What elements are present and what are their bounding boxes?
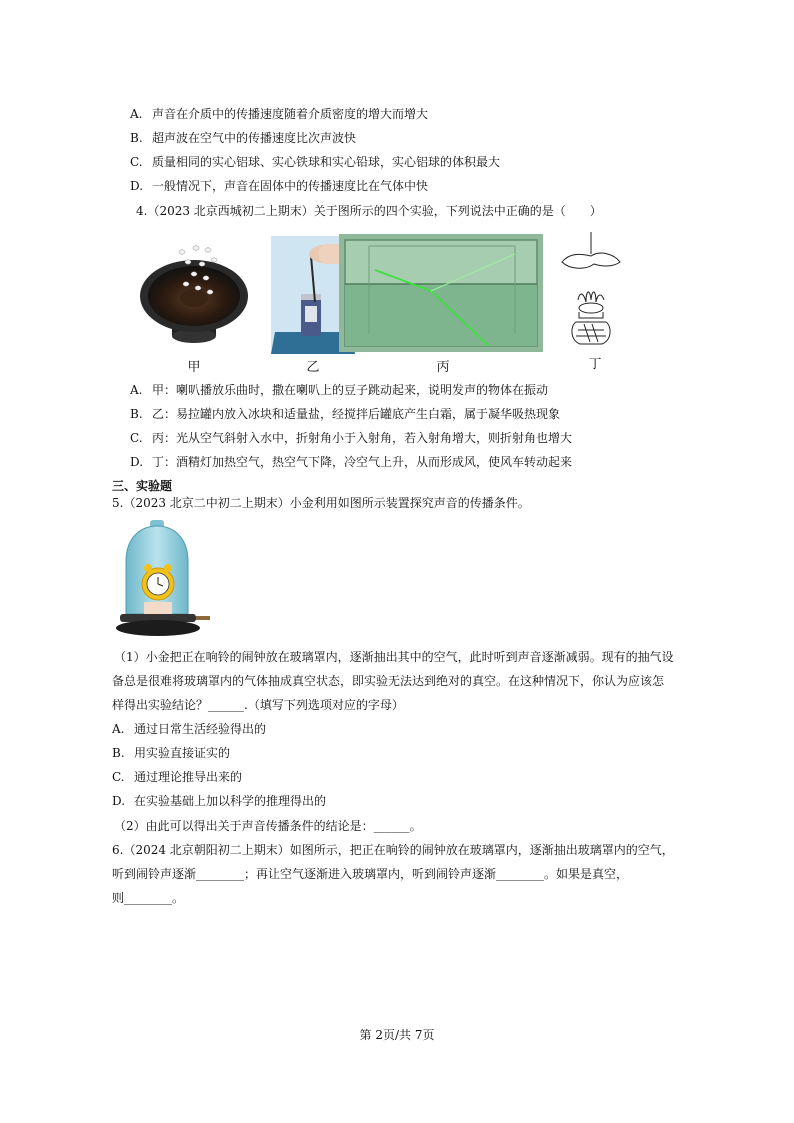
- q5-option-d: D. 在实验基础上加以科学的推理得出的: [112, 794, 327, 808]
- q5-part2: （2）由此可以得出关于声音传播条件的结论是：______。: [114, 819, 422, 833]
- q3-option-c: C. 质量相同的实心铝球、实心铁球和实心铅球，实心铝球的体积最大: [130, 155, 501, 169]
- speaker-figure: [138, 238, 250, 346]
- q6-line3: 则________。: [112, 891, 185, 905]
- refraction-tank-figure: [339, 234, 543, 352]
- q5-option-a: A. 通过日常生活经验得出的: [112, 722, 267, 736]
- q5-part1-line1: （1）小金把正在响铃的闹钟放在玻璃罩内，逐渐抽出其中的空气，此时听到声音逐渐减弱。现有的抽气设: [114, 650, 674, 664]
- q5-option-c: C. 通过理论推导出来的: [112, 770, 243, 784]
- q5-part1-line3: 样得出实验结论？______.（填写下列选项对应的字母）: [112, 698, 404, 712]
- caption-bing: 丙: [436, 360, 450, 375]
- q4-option-d: D. 丁：酒精灯加热空气，热空气下降，冷空气上升，从而形成风，使风车转动起来: [130, 455, 573, 469]
- caption-jia: 甲: [187, 360, 201, 375]
- alcohol-lamp-figure: [556, 230, 626, 352]
- caption-ding: 丁: [588, 357, 602, 372]
- q6-line1: 6.（2024 北京朝阳初二上期末）如图所示，把正在响铃的闹钟放在玻璃罩内，逐渐抽出玻璃罩内的空气，: [112, 843, 674, 857]
- q4-stem: 4.（2023 北京西城初二上期末）关于图所示的四个实验，下列说法中正确的是（ ）: [136, 204, 602, 218]
- q4-option-a: A. 甲：喇叭播放乐曲时，撒在喇叭上的豆子跳动起来，说明发声的物体在振动: [130, 383, 549, 397]
- q3-option-d: D. 一般情况下，声音在固体中的传播速度比在气体中快: [130, 179, 429, 193]
- q5-stem: 5.（2023 北京二中初二上期末）小金利用如图所示装置探究声音的传播条件。: [112, 496, 530, 510]
- q4-option-b: B. 乙：易拉罐内放入冰块和适量盐，经搅拌后罐底产生白霜，属于凝华吸热现象: [130, 407, 561, 421]
- q3-option-a: A. 声音在介质中的传播速度随着介质密度的增大而增大: [130, 107, 429, 121]
- bell-jar-figure: [114, 518, 212, 640]
- q5-option-b: B. 用实验直接证实的: [112, 746, 231, 760]
- q3-option-b: B. 超声波在空气中的传播速度比次声波快: [130, 131, 357, 145]
- caption-yi: 乙: [306, 360, 320, 375]
- q4-option-c: C. 丙：光从空气斜射入水中，折射角小于入射角，若入射角增大，则折射角也增大: [130, 431, 573, 445]
- section-title: 三、实验题: [112, 479, 173, 493]
- q6-line2: 听到闹铃声逐渐________；再让空气逐渐进入玻璃罩内，听到闹铃声逐渐________。如果是真空，: [112, 867, 629, 881]
- page-number: 第 2页/共 7页: [359, 1028, 435, 1042]
- q5-part1-line2: 备总是很难将玻璃罩内的气体抽成真空状态，即实验无法达到绝对的真空。在这种情况下，你认为应该怎: [112, 674, 665, 688]
